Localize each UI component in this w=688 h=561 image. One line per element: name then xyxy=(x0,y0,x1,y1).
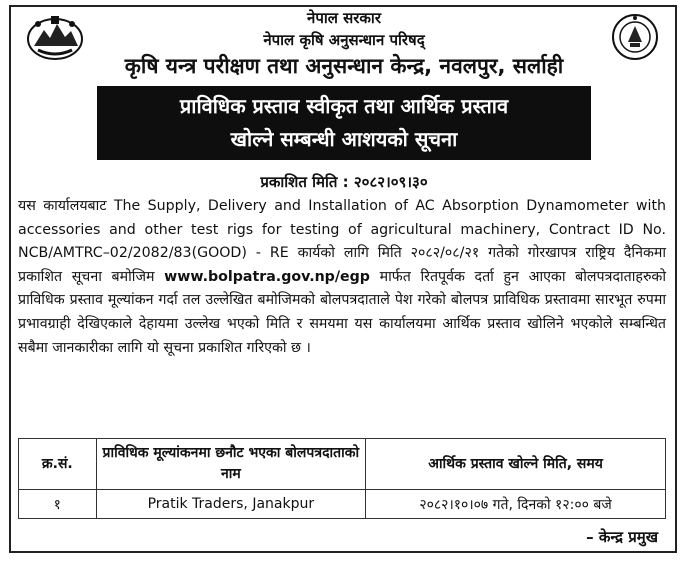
notice-title-line-1: प्राविधिक प्रस्ताव स्वीकृत तथा आर्थिक प्रस्ताव xyxy=(179,94,509,118)
notice-title-banner xyxy=(97,86,591,160)
notice-body-part-1: यस कार्यालयबाट The Supply, Delivery and Installation of AC Absorption Dynamometer with accessories and other test rigs for testing of agricultural machinery, Contract ID No. NCB/AMTRC–02/2082/83(GOOD) - RE कार्यको लागि मिति २०८२/०८/२१ गतेको गोरखापत्र राष्ट्रिय दैनिकमा प्रकाशित सूचना बमोजिम xyxy=(18,198,666,285)
notice-body xyxy=(18,195,666,360)
header-serial: क्र.सं. xyxy=(19,439,97,490)
header-bidder-name: प्राविधिक मूल्यांकनमा छनौट भएका बोलपत्रदाताको नाम xyxy=(96,439,365,490)
cell-opening-date: २०८२।१०।०७ गते, दिनको १२:०० बजे xyxy=(366,490,666,519)
notice-title-line-2: खोल्ने सम्बन्धी आशयको सूचना xyxy=(230,127,458,151)
council-name: नेपाल कृषि अनुसन्धान परिषद् xyxy=(263,31,425,49)
center-name: कृषि यन्त्र परीक्षण तथा अनुसन्धान केन्द्र, नवलपुर, सर्लाही xyxy=(124,54,564,78)
bidder-table xyxy=(18,438,666,519)
table-row xyxy=(19,490,666,519)
cell-bidder-name: Pratik Traders, Janakpur xyxy=(96,490,365,519)
notice-body-part-2: मार्फत रितपूर्वक दर्ता हुन आएका बोलपत्रदाताहरुको प्राविधिक प्रस्ताव मूल्यांकन गर्दा तल उल्लेखित बमोजिमको बोलपत्रदाताले पेश गरेको बोलपत्र प्राविधिक प्रस्तावमा सारभूत रुपमा प्रभावग्राही देखिएकाले देहायमा उल्लेख भएको मिति र समयमा यस कार्यालयमा आर्थिक प्रस्ताव खोलिने भएकोले सम्बन्धित सबैमा जानकारीका लागि यो सूचना प्रकाशित गरिएको छ । xyxy=(18,268,666,356)
cell-serial: १ xyxy=(19,490,97,519)
signature-office-head: – केन्द्र प्रमुख xyxy=(586,528,658,546)
published-date: प्रकाशित मिति : २०८२।०९।३० xyxy=(260,173,428,191)
government-name: नेपाल सरकार xyxy=(307,9,381,27)
egp-link[interactable]: www.bolpatra.gov.np/egp xyxy=(164,268,370,285)
header-opening-date: आर्थिक प्रस्ताव खोल्ने मिति, समय xyxy=(366,439,666,490)
table-header-row xyxy=(19,439,666,490)
